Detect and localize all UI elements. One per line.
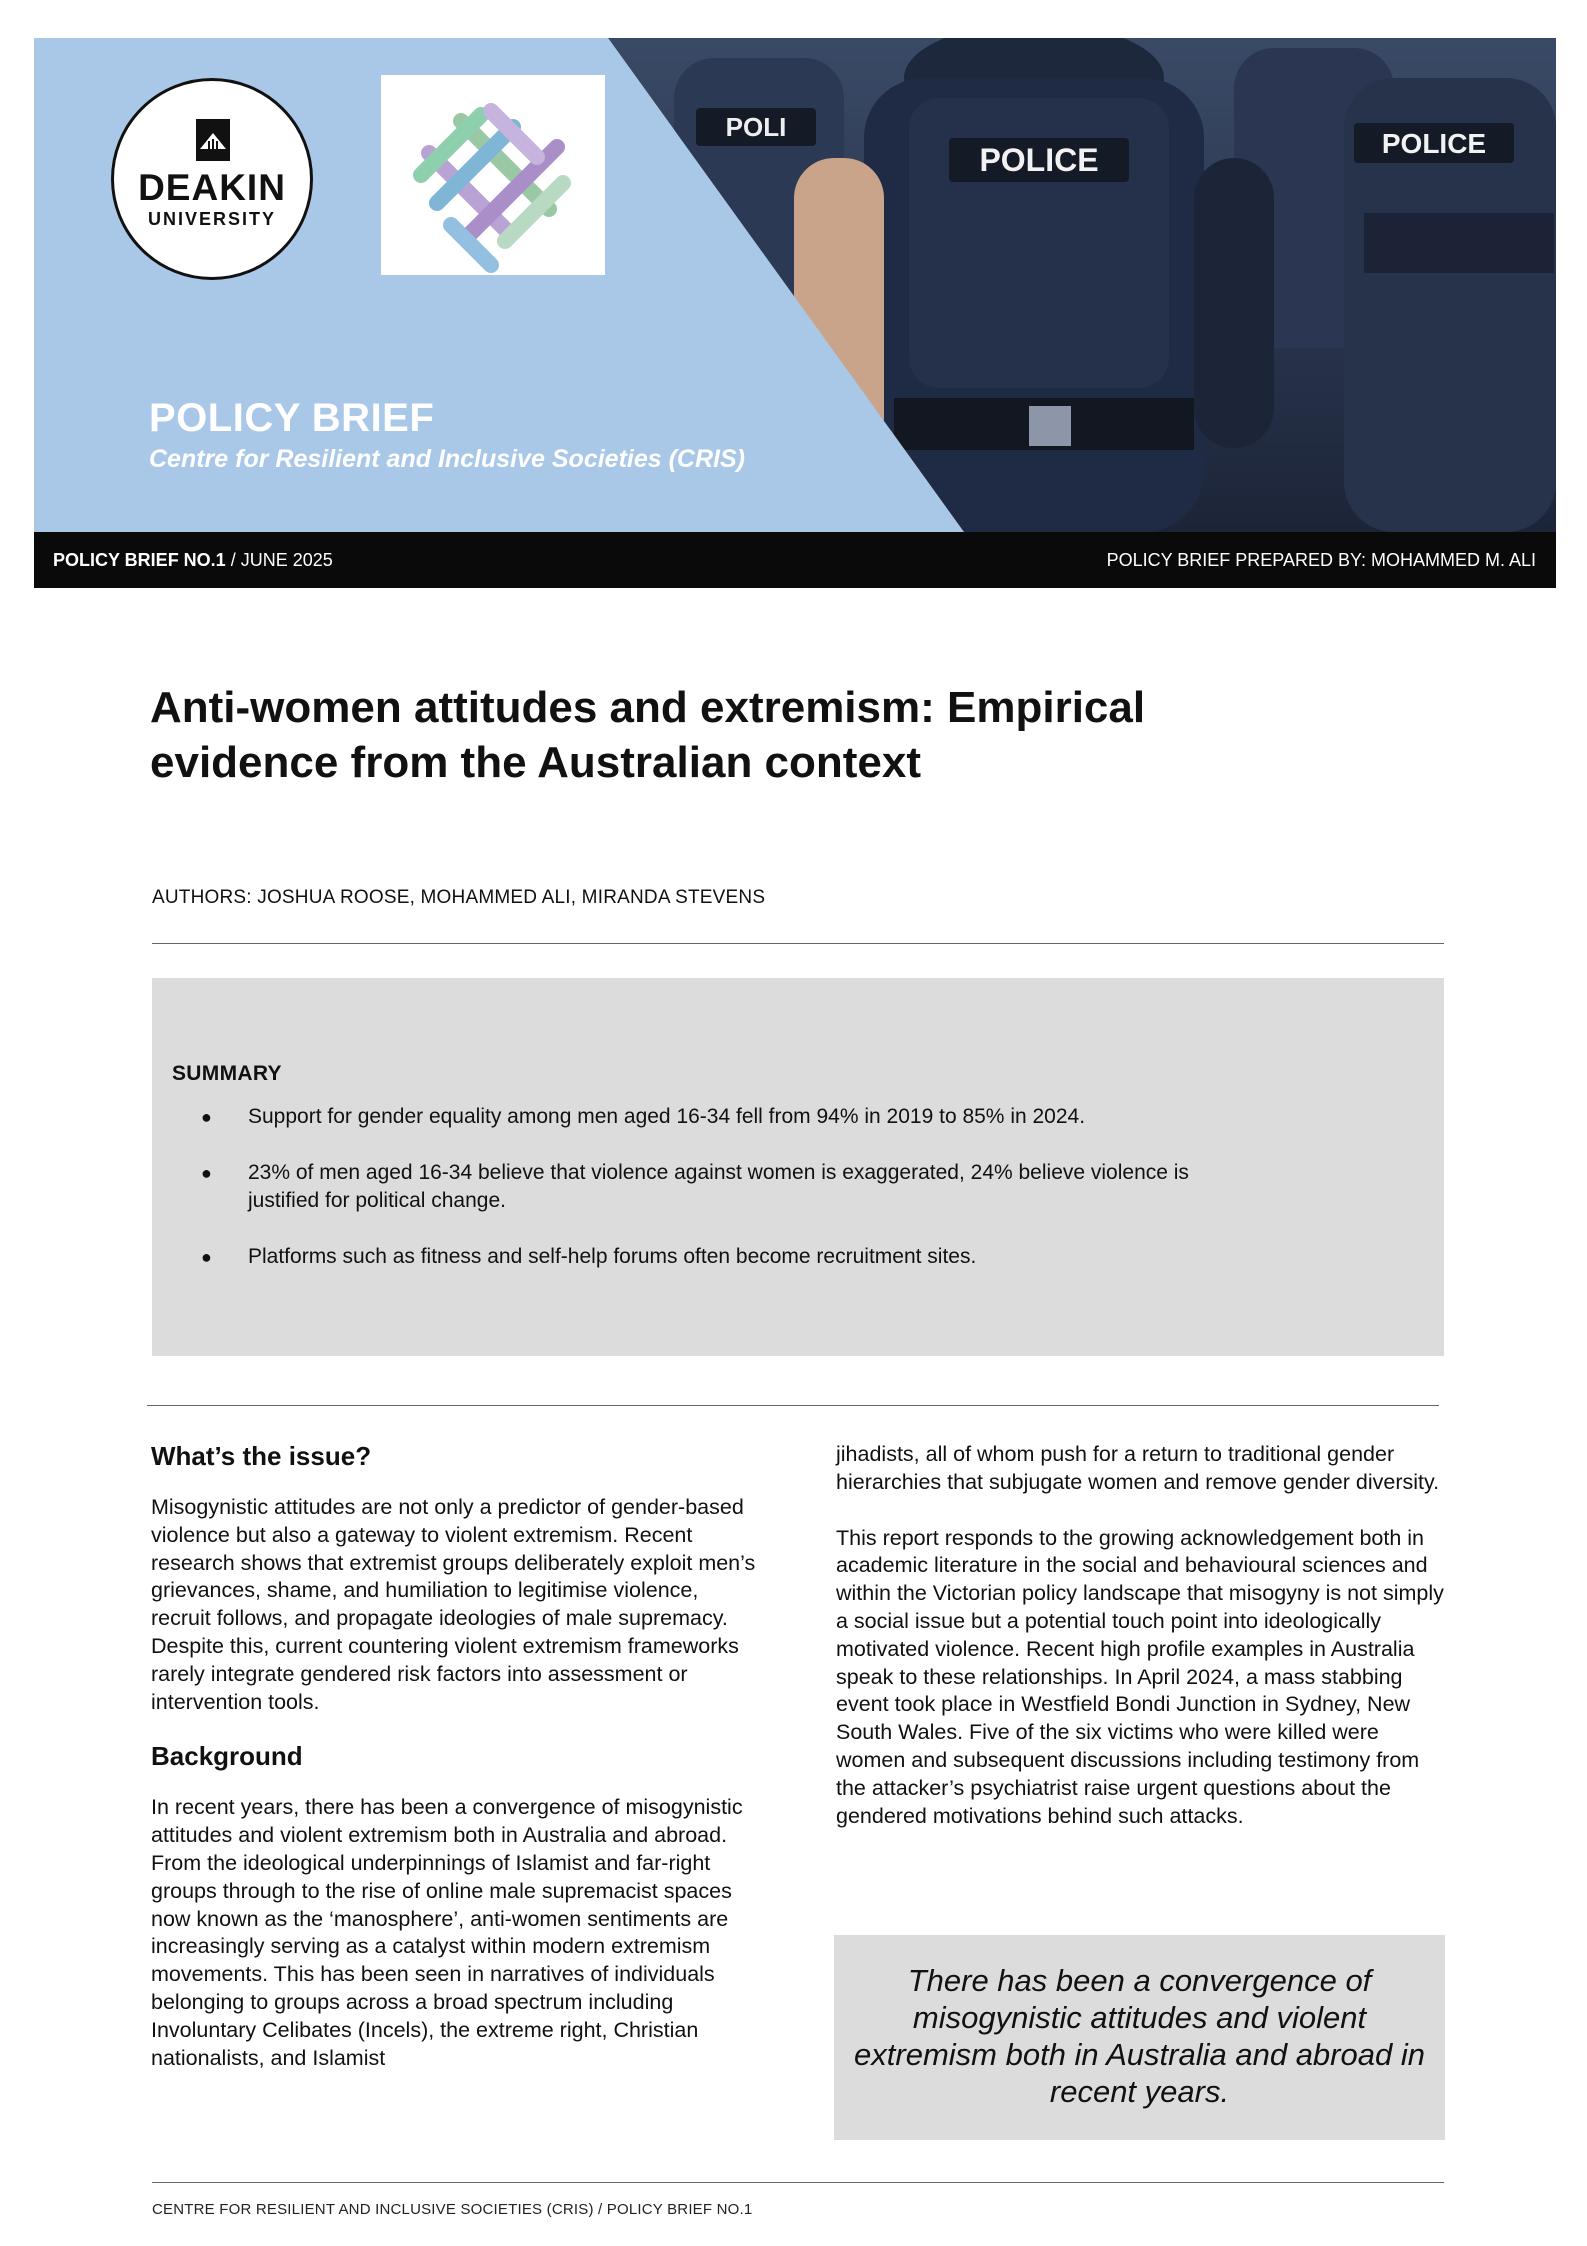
brief-number: POLICY BRIEF NO.1	[53, 550, 226, 570]
issue-paragraph: Misogynistic attitudes are not only a predictor of gender-based violence but also a gateway to violent extremism. Recent research shows that extremist groups deliberately exploit men’s grievances, shame, and humiliation to legitimise violence, recruit follows, and propagate ideologies of male supremacy. Despite this, current countering violent extremism frameworks rarely integrate gendered risk factors into assessment or intervention tools.	[151, 1495, 756, 1714]
brief-info-bar	[34, 532, 1556, 588]
photo-label-police-left: POLI	[725, 112, 787, 142]
divider	[147, 1405, 1439, 1406]
header-banner	[34, 38, 1556, 532]
cris-logo	[381, 75, 605, 275]
summary-item	[152, 1243, 1248, 1271]
prepared-by: POLICY BRIEF PREPARED BY: MOHAMMED M. ALI	[1106, 550, 1536, 570]
bullet-icon: ●	[201, 1247, 212, 1267]
title-line-2: evidence from the Australian context	[150, 738, 922, 787]
summary-item	[152, 1103, 1248, 1131]
photo-label-police-main: POLICE	[979, 142, 1099, 178]
right-paragraph-1: jihadists, all of whom push for a return to traditional gender hierarchies that subjugate women and remove gender diversity.	[836, 1442, 1440, 1494]
summary-item-text: Platforms such as fitness and self-help forums often become recruitment sites.	[248, 1245, 977, 1268]
authors: AUTHORS: JOSHUA ROOSE, MOHAMMED ALI, MIRANDA STEVENS	[152, 887, 766, 908]
deakin-crest-icon	[196, 119, 230, 161]
bullet-icon: ●	[201, 1163, 212, 1183]
deakin-logo-name: DEAKIN	[138, 167, 286, 208]
document-title	[150, 680, 1350, 790]
brief-number-date	[53, 550, 333, 571]
brief-date: / JUNE 2025	[225, 550, 333, 570]
photo-label-police-right: POLICE	[1381, 128, 1487, 159]
pull-quote: There has been a convergence of misogynistic attitudes and violent extremism both in Australia and abroad in recent years.	[854, 1963, 1425, 2109]
summary-item-text: Support for gender equality among men aged 16-34 fell from 94% in 2019 to 85% in 2024.	[248, 1105, 1086, 1128]
pull-quote-box	[834, 1935, 1445, 2140]
background-heading: Background	[151, 1741, 303, 1772]
cris-weave-icon	[381, 75, 605, 275]
summary-item	[152, 1159, 1248, 1215]
divider	[152, 943, 1444, 944]
right-paragraph-2: This report responds to the growing acknowledgement both in academic literature in the social and behavioural sciences and within the Victorian policy landscape that misogyny is not simply a social issue but a potential touch point into ideologically motivated violence. Recent high profile examples in Australia speak to these relationships. In April 2024, a mass stabbing event took place in Westfield Bondi Junction in Sydney, New South Wales. Five of the six victims who were killed were women and subsequent discussions including testimony from the attacker’s psychiatrist raise urgent questions about the gendered motivations behind such attacks.	[836, 1525, 1444, 1828]
summary-item-text: 23% of men aged 16-34 believe that violence against women is exaggerated, 24% believe violence is justified for political change.	[248, 1161, 1189, 1212]
page-footer: CENTRE FOR RESILIENT AND INCLUSIVE SOCIETIES (CRIS) / POLICY BRIEF NO.1	[152, 2201, 753, 2218]
divider	[152, 2182, 1444, 2183]
summary-heading: SUMMARY	[172, 1062, 282, 1085]
issue-heading: What’s the issue?	[151, 1441, 372, 1471]
background-paragraph: In recent years, there has been a convergence of misogynistic attitudes and violent extremism both in Australia and abroad. From the ideological underpinnings of Islamist and far-right groups through to the rise of online male supremacist spaces now known as the ‘manosphere’, anti-women sentiments are increasingly serving as a catalyst within modern extremism movements. This has been seen in narratives of individuals belonging to groups across a broad spectrum including Involuntary Celibates (Incels), the extreme right, Christian nationalists, and Islamist	[151, 1795, 743, 2070]
summary-list	[152, 1103, 1412, 1299]
left-column	[151, 1440, 761, 2072]
title-line-1: Anti-women attitudes and extremism: Empirical	[150, 683, 1146, 732]
deakin-logo-university: UNIVERSITY	[147, 209, 277, 229]
bullet-icon: ●	[201, 1107, 212, 1127]
banner-title: POLICY BRIEF	[149, 396, 435, 440]
deakin-logo	[111, 78, 313, 280]
summary-box	[152, 978, 1444, 1356]
banner-subtitle: Centre for Resilient and Inclusive Societies (CRIS)	[149, 445, 745, 473]
right-column	[836, 1441, 1446, 1830]
